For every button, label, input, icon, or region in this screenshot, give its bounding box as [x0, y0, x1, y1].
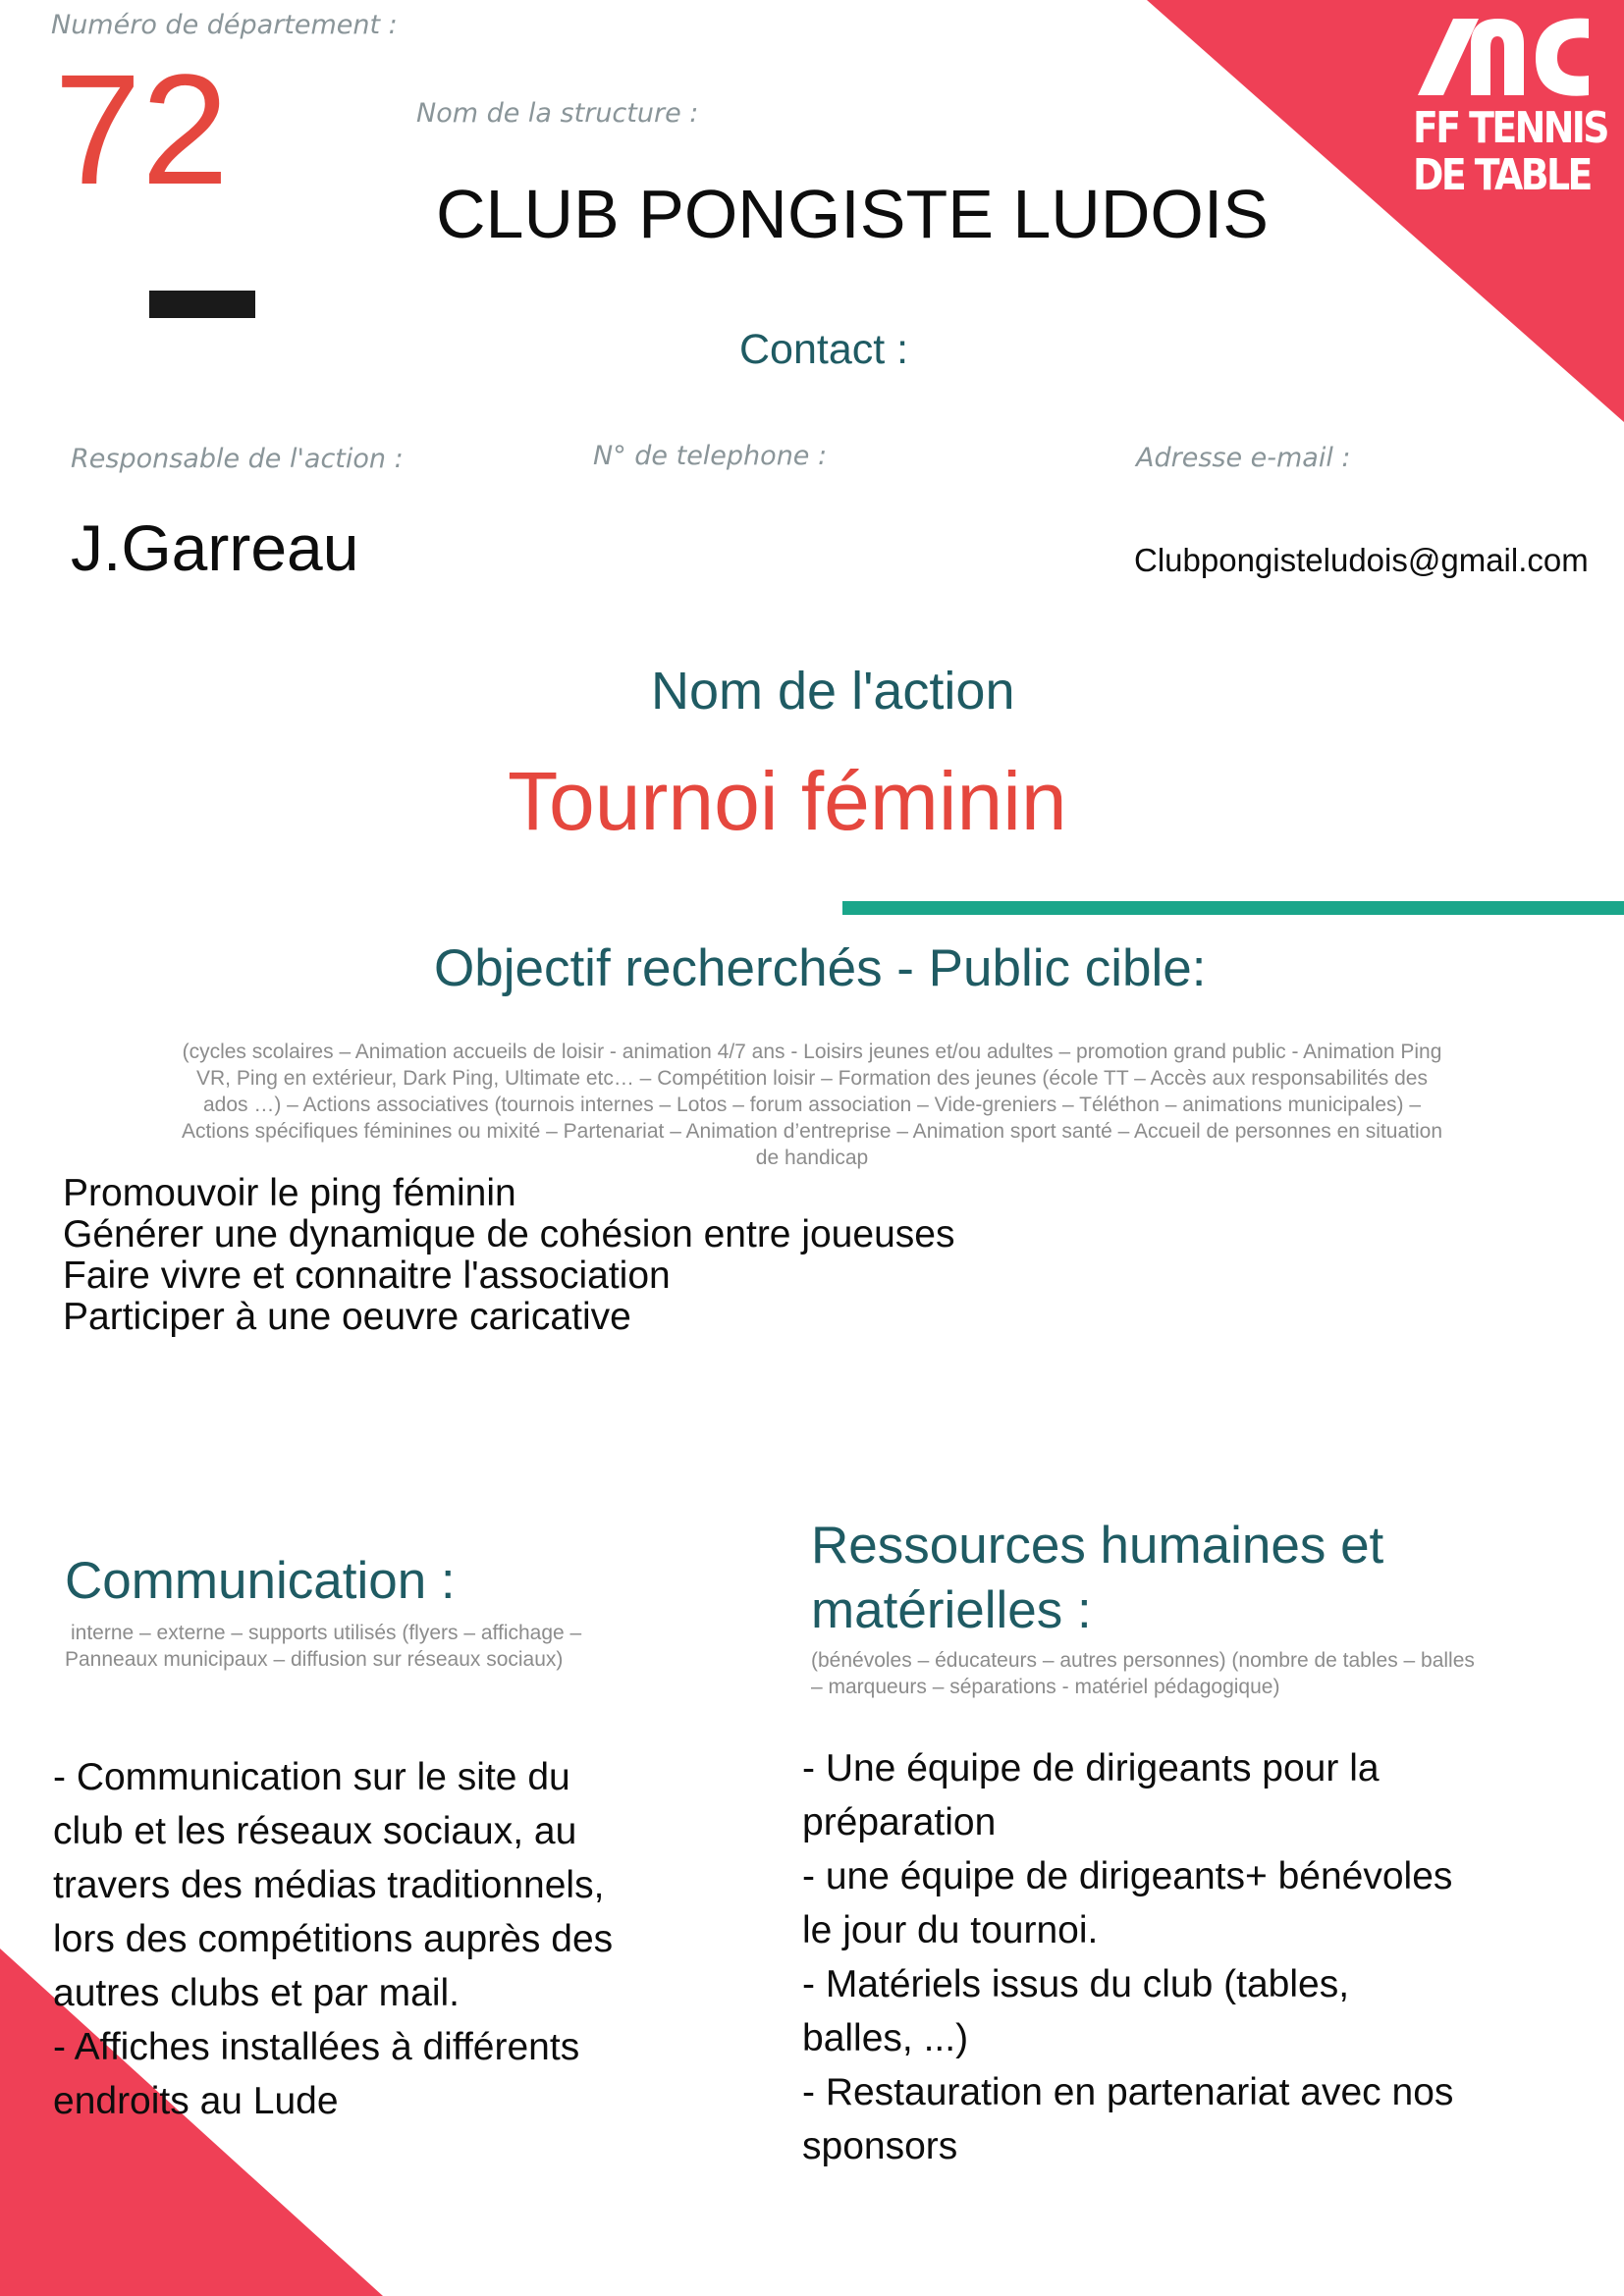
resources-heading-line: matérielles :	[811, 1581, 1092, 1639]
contact-heading: Contact :	[739, 326, 909, 373]
department-number: 72	[54, 41, 229, 217]
objectives-hint-line: Actions spécifiques féminines ou mixité – Partenariat – Animation d’entreprise – Animation sport santé – Accueil de personnes en situation	[181, 1120, 1443, 1143]
structure-label: Nom de la structure :	[416, 98, 699, 129]
communication-line: - Affiches installées à différents	[53, 2026, 580, 2068]
objectives-hint-line: ados …) – Actions associatives (tournois internes – Lotos – forum association – Vide-greniers – Téléthon – animations municipales) –	[202, 1094, 1422, 1116]
email-value: Clubpongisteludois@gmail.com	[1134, 542, 1589, 578]
objectives-hint-line: de handicap	[755, 1147, 869, 1169]
logo-text-line1: FF TENNIS	[1413, 103, 1607, 153]
communication-line: club et les réseaux sociaux, au	[53, 1810, 577, 1852]
communication-line: - Communication sur le site du	[53, 1756, 570, 1798]
fftt-logo	[1414, 15, 1610, 211]
objectives-heading: Objectif recherchés - Public cible:	[434, 939, 1207, 997]
logo-mark-icon	[1414, 15, 1600, 103]
communication-line: autres clubs et par mail.	[53, 1972, 460, 2014]
resources-line: - Une équipe de dirigeants pour la	[802, 1747, 1380, 1789]
action-label: Nom de l'action	[651, 662, 1015, 721]
resources-line: sponsors	[802, 2125, 958, 2167]
objectives-hint-line: (cycles scolaires – Animation accueils de loisir - animation 4/7 ans - Loisirs jeunes et/ou adultes – promotion grand public - Animation Ping	[182, 1041, 1442, 1063]
resources-line: - Restauration en partenariat avec nos	[802, 2071, 1454, 2113]
objective-item: Générer une dynamique de cohésion entre joueuses	[63, 1213, 955, 1255]
objectives-hint-line: VR, Ping en extérieur, Dark Ping, Ultimate etc… – Compétition loisir – Formation des jeunes (école TT – Accès aux responsabilités des	[196, 1067, 1428, 1090]
teal-divider-bar	[842, 901, 1624, 915]
resources-line: préparation	[802, 1801, 997, 1843]
department-underline-bar	[149, 291, 255, 318]
communication-hint-line: Panneaux municipaux – diffusion sur réseaux sociaux)	[65, 1648, 564, 1671]
responsable-label: Responsable de l'action :	[71, 444, 404, 474]
objective-item: Promouvoir le ping féminin	[63, 1172, 516, 1214]
resources-heading-line: Ressources humaines et	[811, 1517, 1384, 1575]
communication-hint	[65, 1620, 581, 1673]
resources-line: balles, ...)	[802, 2017, 969, 2059]
objectives-hint	[147, 1039, 1477, 1171]
action-name: Tournoi féminin	[508, 755, 1067, 847]
resources-line: le jour du tournoi.	[802, 1909, 1099, 1951]
communication-hint-line: interne – externe – supports utilisés (flyers – affichage –	[71, 1622, 582, 1644]
communication-heading: Communication :	[65, 1552, 456, 1610]
logo-text-line2: DE TABLE	[1413, 150, 1591, 200]
communication-body	[53, 1750, 613, 2128]
resources-hint	[811, 1647, 1475, 1700]
objective-item: Participer à une oeuvre caricative	[63, 1296, 631, 1338]
phone-label: N° de telephone :	[593, 441, 828, 471]
resources-hint-line: – marqueurs – séparations - matériel pédagogique)	[811, 1676, 1280, 1698]
resources-body	[802, 1741, 1453, 2173]
communication-line: lors des compétitions auprès des	[53, 1918, 614, 1960]
resources-heading	[811, 1514, 1383, 1643]
objective-item: Faire vivre et connaitre l'association	[63, 1255, 671, 1297]
department-label: Numéro de département :	[51, 10, 398, 40]
objectives-list	[63, 1173, 954, 1338]
resources-line: - une équipe de dirigeants+ bénévoles	[802, 1855, 1453, 1897]
structure-name: CLUB PONGISTE LUDOIS	[436, 176, 1269, 252]
communication-line: endroits au Lude	[53, 2080, 339, 2122]
resources-line: - Matériels issus du club (tables,	[802, 1963, 1350, 2005]
resources-hint-line: (bénévoles – éducateurs – autres personnes) (nombre de tables – balles	[811, 1649, 1475, 1672]
responsable-value: J.Garreau	[71, 511, 359, 584]
communication-line: travers des médias traditionnels,	[53, 1864, 605, 1906]
email-label: Adresse e-mail :	[1136, 443, 1351, 473]
